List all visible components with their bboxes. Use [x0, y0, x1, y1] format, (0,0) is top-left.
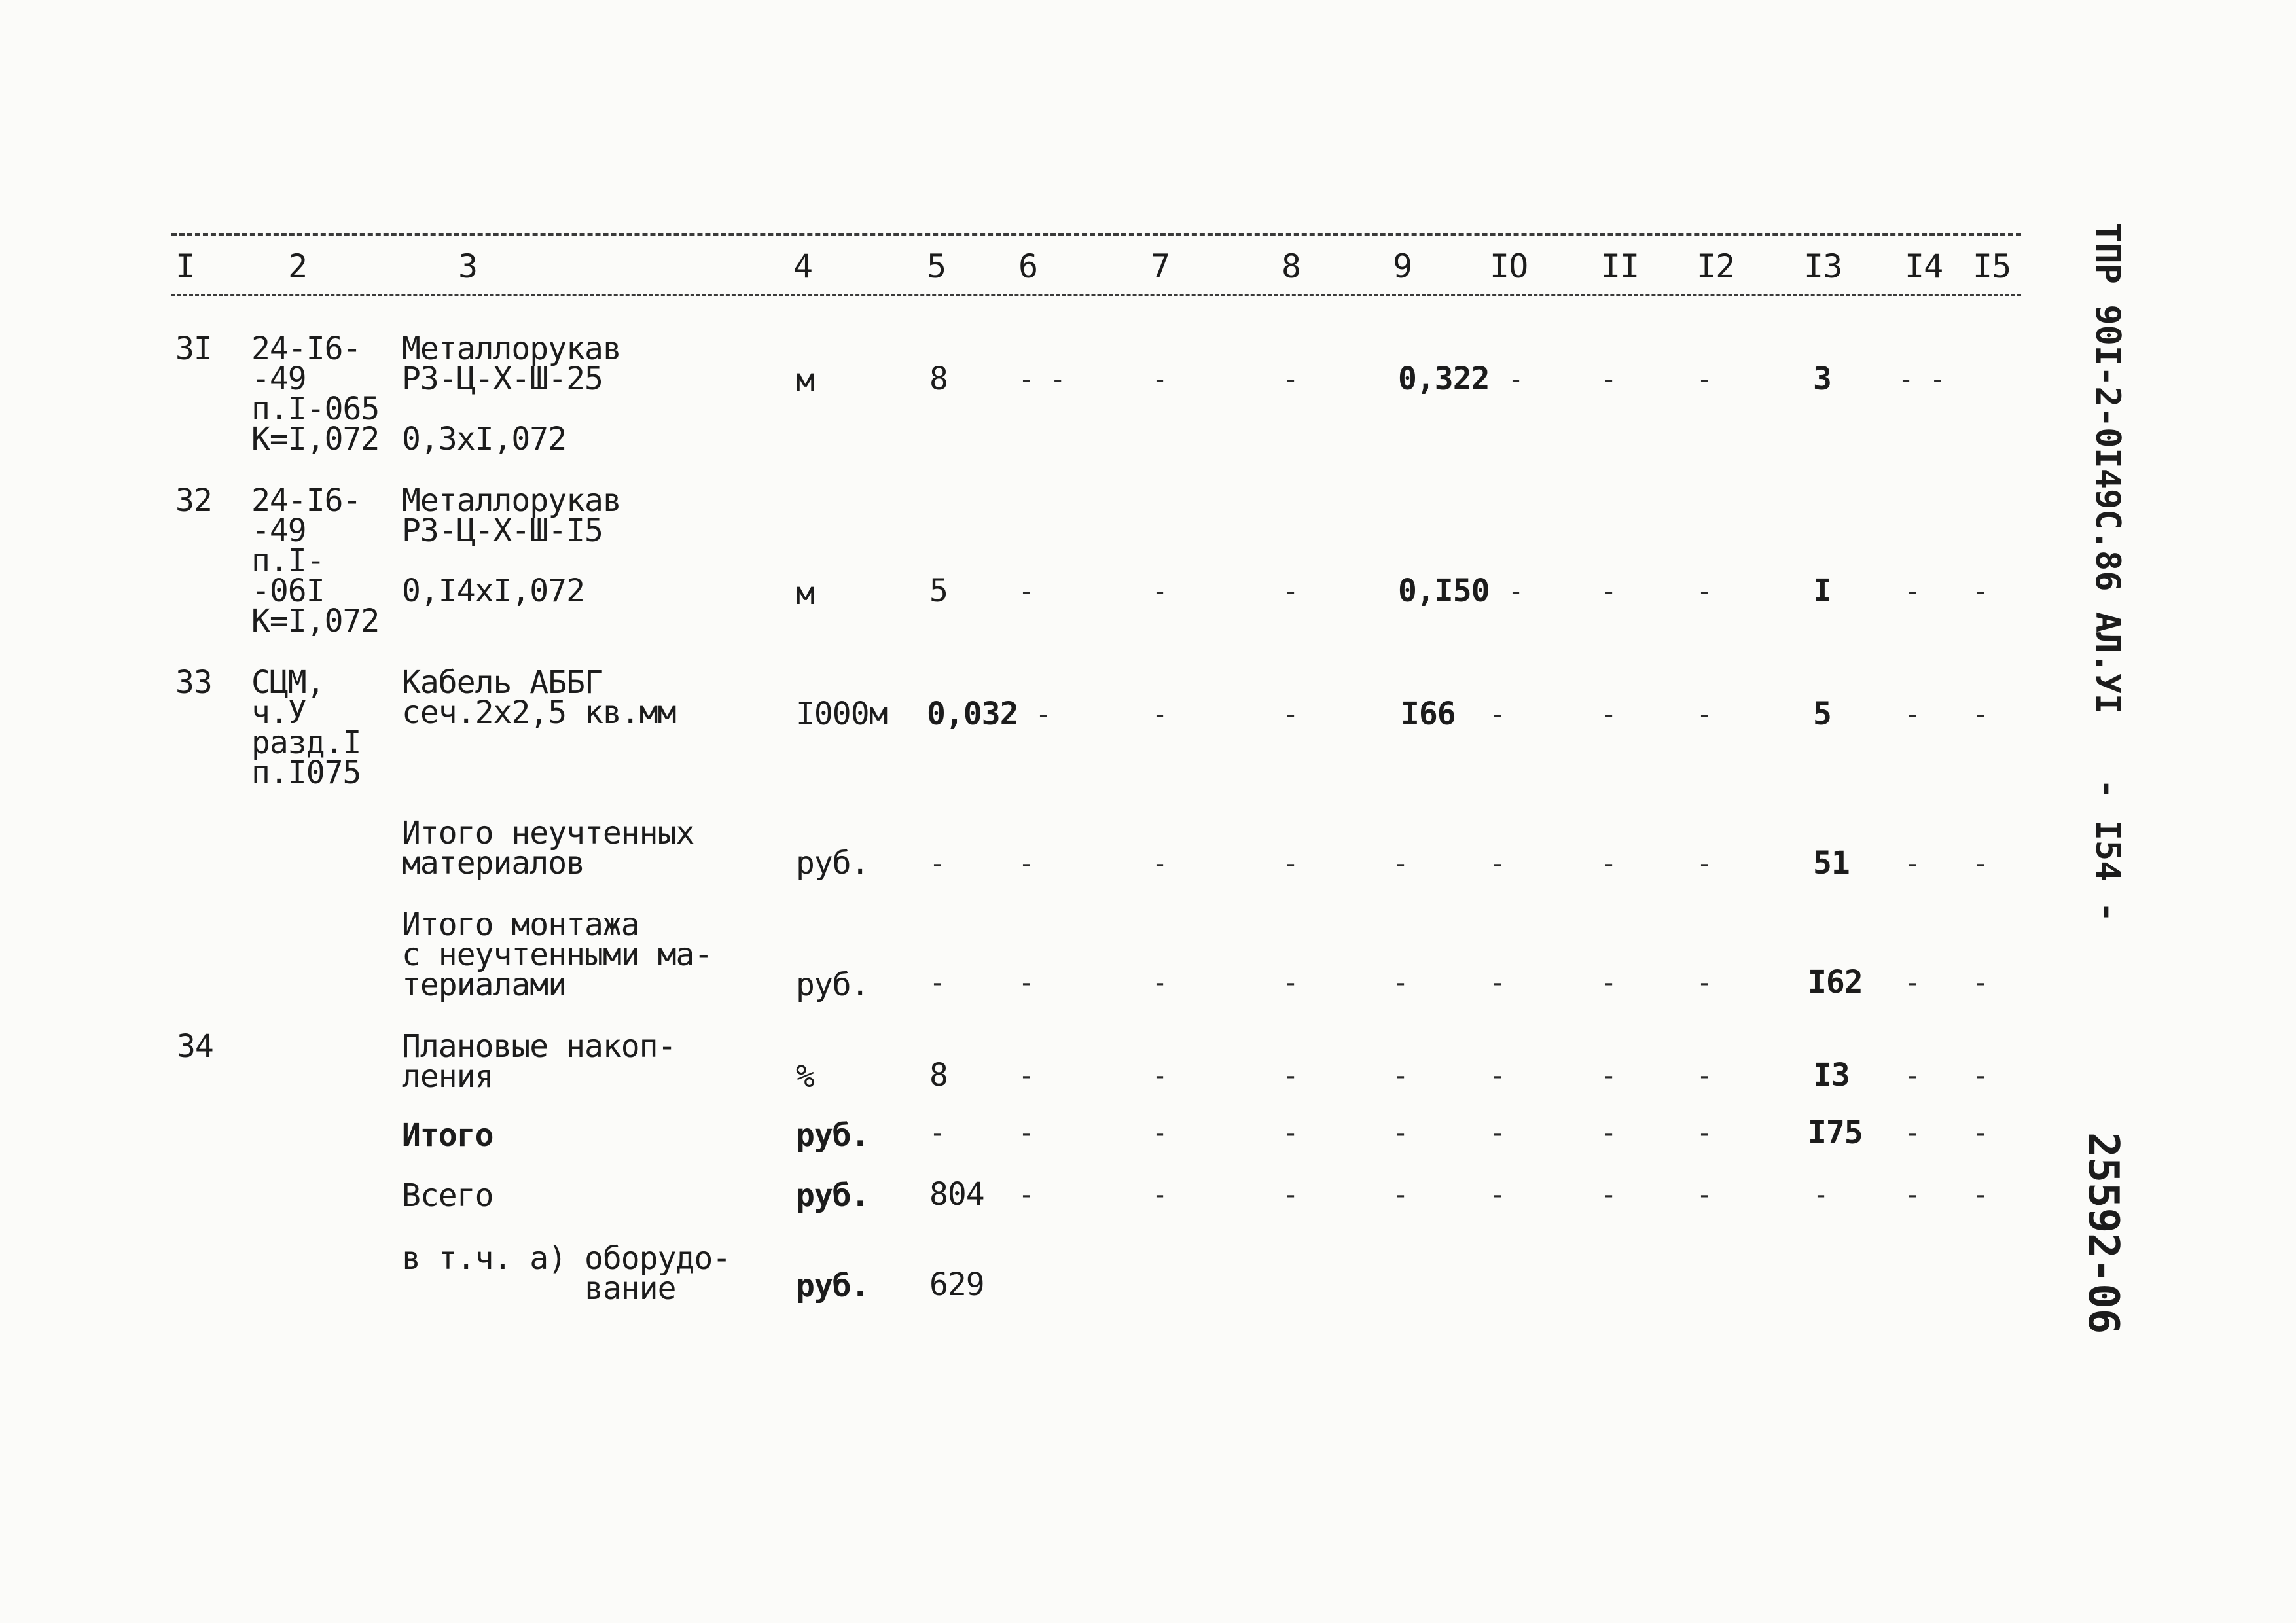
dash: - [1601, 1118, 1617, 1149]
row-33-code: СЦМ, ч.У разд.I п.I075 [251, 664, 361, 791]
dash: - [1696, 849, 1713, 879]
dash: - [1152, 577, 1168, 607]
dash: - [1283, 1118, 1299, 1149]
row-31-c13: 3 [1813, 361, 1831, 397]
row-32-name: Металлорукав РЗ-Ц-Х-Ш-I5 0,I4хI,072 [402, 482, 621, 609]
dash: - [1973, 577, 1989, 607]
dash: - [1696, 700, 1713, 730]
row-31-name: Металлорукав РЗ-Ц-Х-Ш-25 0,3хI,072 [402, 330, 621, 457]
equipment-label: в т.ч. а) оборудо- вание [402, 1240, 731, 1307]
dash: - [1490, 1118, 1506, 1149]
dash: - [1905, 849, 1921, 879]
row-32-unit: м [796, 575, 814, 612]
col-header-12: I2 [1696, 247, 1735, 285]
document-code-vertical: ТПР 90I-2-0I49С.86 АЛ.УI [2088, 223, 2127, 715]
table-top-rule [171, 233, 2021, 236]
row-33-unit: I000м [796, 696, 888, 732]
subtotal-installation-c13: I62 [1808, 964, 1863, 1001]
inventory-number-vertical: 25592-06 [2079, 1132, 2127, 1334]
header-bottom-rule [171, 294, 2021, 296]
row-32-code: 24-I6- -49 п.I- -06I К=I,072 [251, 482, 380, 639]
row-34-no: 34 [177, 1028, 213, 1065]
row-33-no: 33 [175, 664, 212, 701]
dash: - [1696, 1061, 1713, 1091]
dash: - [1152, 1061, 1168, 1091]
col-header-10: IO [1490, 247, 1528, 285]
dash: - [1973, 1061, 1989, 1091]
dash: - [1490, 849, 1506, 879]
col-header-9: 9 [1393, 247, 1412, 285]
row-32-no: 32 [175, 482, 212, 519]
col-header-14: I4 [1905, 247, 1943, 285]
row-31-qty: 8 [929, 361, 948, 397]
dash: - [1152, 1118, 1168, 1149]
dash: - [1018, 849, 1035, 879]
dash: - [1508, 365, 1524, 395]
dash: - [1393, 968, 1409, 998]
dash: - [1018, 968, 1035, 998]
dash: - [1905, 1180, 1921, 1210]
col-header-15: I5 [1973, 247, 2011, 285]
dash: - [1283, 968, 1299, 998]
dash: - [1813, 1180, 1829, 1210]
col-header-6: 6 [1018, 247, 1038, 285]
dash: - [1018, 1061, 1035, 1091]
dash: - [1018, 1118, 1035, 1149]
row-31-unit: м [796, 362, 814, 399]
dash: - [1905, 1061, 1921, 1091]
row-33-c13: 5 [1813, 696, 1831, 732]
dash: - [1152, 968, 1168, 998]
dash: - [1283, 700, 1299, 730]
row-34-unit: % [796, 1058, 814, 1095]
dash: - [1905, 968, 1921, 998]
dash: - [1393, 849, 1409, 879]
row-32-qty: 5 [929, 573, 948, 609]
equipment-unit: руб. [796, 1268, 869, 1304]
row-33-name: Кабель АББГ сеч.2х2,5 кв.мм [402, 664, 676, 731]
dash: - [1393, 1061, 1409, 1091]
dash: - [1393, 1118, 1409, 1149]
dash: - [1601, 968, 1617, 998]
dash: - [1905, 1118, 1921, 1149]
dash: - [929, 968, 946, 998]
col-header-3: 3 [458, 247, 478, 285]
equipment-qty: 629 [929, 1266, 984, 1303]
col-header-11: II [1601, 247, 1640, 285]
dash: - [1696, 968, 1713, 998]
dash: - [1601, 700, 1617, 730]
dash: - [1973, 1180, 1989, 1210]
total-c13: I75 [1808, 1115, 1863, 1151]
dash: - [1973, 968, 1989, 998]
dash: - [1601, 577, 1617, 607]
col-header-8: 8 [1282, 247, 1301, 285]
row-33-qty: 0,032 [927, 696, 1018, 732]
dash: - [1152, 365, 1168, 395]
col-header-2: 2 [288, 247, 308, 285]
dash: - [1283, 577, 1299, 607]
dash: - [1490, 1180, 1506, 1210]
dash: - [1905, 577, 1921, 607]
subtotal-materials-label: Итого неучтенных материалов [402, 815, 694, 882]
dash: - - [1898, 365, 1946, 395]
col-header-4: 4 [793, 247, 813, 285]
grand-total-unit: руб. [796, 1177, 869, 1214]
dash: - [1490, 700, 1506, 730]
dash: - [1152, 849, 1168, 879]
dash: - [1696, 1118, 1713, 1149]
subtotal-materials-unit: руб. [796, 845, 869, 882]
dash: - [1601, 1180, 1617, 1210]
grand-total-qty: 804 [929, 1176, 984, 1213]
dash: - [1152, 1180, 1168, 1210]
dash: - [1152, 700, 1168, 730]
dash: - [1696, 1180, 1713, 1210]
subtotal-materials-c13: 51 [1813, 845, 1850, 882]
row-34-c13: I3 [1813, 1057, 1850, 1094]
page-number-vertical: - I54 - [2088, 779, 2127, 923]
col-header-7: 7 [1151, 247, 1170, 285]
dash: - [1696, 365, 1713, 395]
dash: - [929, 1118, 946, 1149]
dash: - [929, 849, 946, 879]
dash: - [1018, 1180, 1035, 1210]
row-31-code: 24-I6- -49 п.I-065 К=I,072 [251, 330, 380, 457]
dash: - [1973, 1118, 1989, 1149]
dash: - [1018, 577, 1035, 607]
row-32-c9: 0,I50 [1398, 573, 1490, 609]
dash: - [1905, 700, 1921, 730]
col-header-5: 5 [927, 247, 946, 285]
dash: - [1283, 1061, 1299, 1091]
dash: - - [1018, 365, 1066, 395]
grand-total-label: Всего [402, 1177, 493, 1214]
subtotal-installation-unit: руб. [796, 967, 869, 1003]
dash: - [1035, 700, 1052, 730]
dash: - [1696, 577, 1713, 607]
dash: - [1601, 1061, 1617, 1091]
col-header-13: I3 [1804, 247, 1842, 285]
dash: - [1283, 365, 1299, 395]
row-34-name: Плановые накоп- ления [402, 1028, 676, 1095]
row-32-c13: I [1813, 573, 1831, 609]
subtotal-installation-label: Итого монтажа с неучтенными ма- териалами [402, 906, 713, 1003]
total-label: Итого [402, 1117, 493, 1154]
dash: - [1283, 1180, 1299, 1210]
dash: - [1393, 1180, 1409, 1210]
row-31-c9: 0,322 [1398, 361, 1490, 397]
row-34-qty: 8 [929, 1057, 948, 1094]
col-header-1: I [175, 247, 195, 285]
dash: - [1601, 365, 1617, 395]
row-31-no: 3I [175, 330, 212, 367]
dash: - [1283, 849, 1299, 879]
total-unit: руб. [796, 1117, 869, 1154]
dash: - [1973, 700, 1989, 730]
dash: - [1973, 849, 1989, 879]
dash: - [1508, 577, 1524, 607]
dash: - [1490, 1061, 1506, 1091]
dash: - [1601, 849, 1617, 879]
row-33-c9: I66 [1401, 696, 1456, 732]
dash: - [1490, 968, 1506, 998]
